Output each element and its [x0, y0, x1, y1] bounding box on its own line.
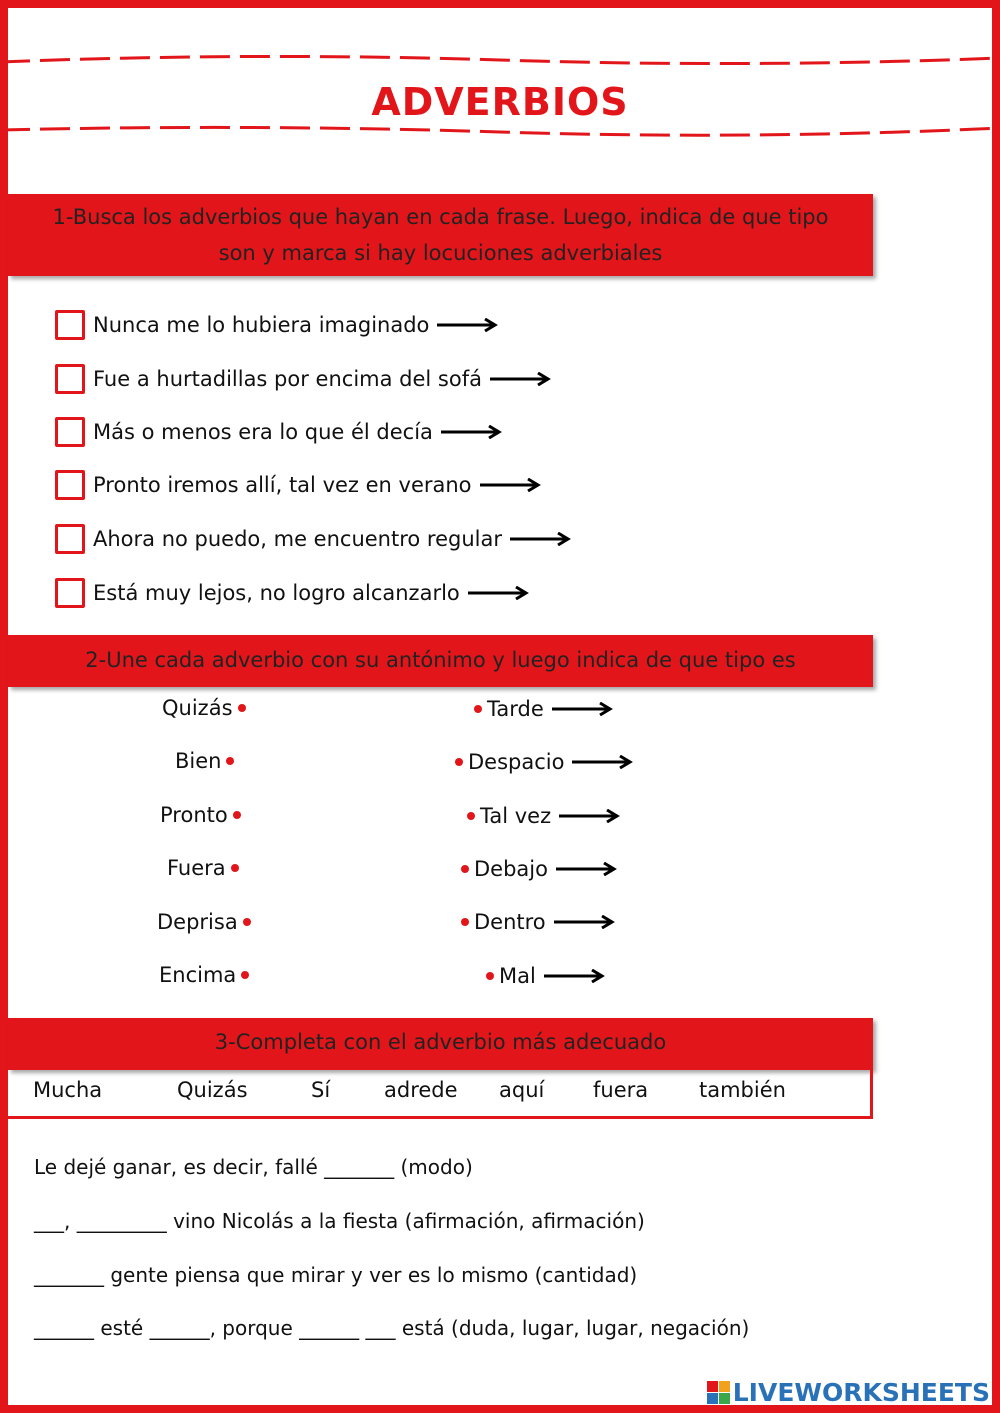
match-word: Despacio: [468, 750, 565, 774]
section-3-header: [8, 1018, 873, 1070]
exercise-1-item: [55, 308, 499, 342]
match-dot[interactable]: [474, 705, 482, 713]
logo-mark-icon: [707, 1381, 730, 1404]
arrow-right-icon: [556, 862, 618, 876]
match-dot[interactable]: [226, 757, 234, 765]
arrow-right-icon: [510, 532, 572, 546]
match-dot[interactable]: [455, 758, 463, 766]
match-dot[interactable]: [461, 865, 469, 873]
match-right-item: [461, 854, 618, 884]
section-1-instruction-line-2: son y marca si hay locuciones adverbiales: [218, 241, 663, 265]
locution-checkbox[interactable]: [55, 524, 85, 554]
arrow-right-icon: [490, 372, 552, 386]
fill-in-sentence[interactable]: _______ gente piensa que mirar y ver es lo mismo (cantidad): [34, 1263, 638, 1287]
fill-in-sentence[interactable]: Le dejé ganar, es decir, fallé _______ (modo): [34, 1155, 473, 1179]
match-word: Quizás: [162, 696, 233, 720]
match-dot[interactable]: [243, 918, 251, 926]
section-1-instruction-line-1: 1-Busca los adverbios que hayan en cada frase. Luego, indica de que tipo: [52, 205, 829, 229]
exercise-1-item: [55, 522, 572, 556]
sentence-text: Ahora no puedo, me encuentro regular: [93, 527, 502, 551]
match-left-item: [175, 746, 234, 776]
match-word: Dentro: [474, 910, 546, 934]
match-word: Tarde: [487, 697, 544, 721]
match-word: Fuera: [167, 856, 226, 880]
match-left-item: [160, 800, 241, 830]
match-left-item: [162, 693, 246, 723]
match-left-item: [157, 907, 251, 937]
match-dot[interactable]: [486, 972, 494, 980]
arrow-right-icon: [468, 586, 530, 600]
word-bank-item: Mucha: [33, 1078, 103, 1102]
fill-in-sentence[interactable]: ______ esté ______, porque ______ ___ está (duda, lugar, lugar, negación): [34, 1316, 750, 1340]
word-bank-item: adrede: [384, 1078, 458, 1102]
page-title: ADVERBIOS: [371, 80, 629, 124]
arrow-right-icon: [554, 915, 616, 929]
exercise-1-item: [55, 362, 552, 396]
match-dot[interactable]: [233, 811, 241, 819]
word-bank-item: aquí: [499, 1078, 545, 1102]
locution-checkbox[interactable]: [55, 364, 85, 394]
section-2-header: [8, 635, 873, 687]
match-dot[interactable]: [467, 812, 475, 820]
sentence-text: Está muy lejos, no logro alcanzarlo: [93, 581, 460, 605]
match-word: Deprisa: [157, 910, 238, 934]
exercise-1-item: [55, 576, 530, 610]
sentence-text: Nunca me lo hubiera imaginado: [93, 313, 430, 337]
locution-checkbox[interactable]: [55, 417, 85, 447]
match-word: Encima: [159, 963, 237, 987]
match-word: Pronto: [160, 803, 228, 827]
section-1-header: [8, 194, 873, 276]
match-left-item: [167, 853, 239, 883]
locution-checkbox[interactable]: [55, 310, 85, 340]
section-3-instruction: 3-Completa con el adverbio más adecuado: [214, 1030, 667, 1054]
fill-in-sentence[interactable]: ___, _________ vino Nicolás a la fiesta (afirmación, afirmación): [34, 1209, 645, 1233]
match-dot[interactable]: [461, 918, 469, 926]
match-left-item: [159, 960, 249, 990]
arrow-right-icon: [437, 318, 499, 332]
word-bank-item: fuera: [593, 1078, 649, 1102]
arrow-right-icon: [572, 755, 634, 769]
match-word: Tal vez: [480, 804, 552, 828]
sentence-text: Fue a hurtadillas por encima del sofá: [93, 367, 482, 391]
match-right-item: [461, 907, 616, 937]
sentence-text: Más o menos era lo que él decía: [93, 420, 433, 444]
arrow-right-icon: [480, 478, 542, 492]
match-word: Debajo: [474, 857, 548, 881]
match-dot[interactable]: [238, 704, 246, 712]
word-bank: [8, 1070, 873, 1119]
arrow-right-icon: [552, 702, 614, 716]
liveworksheets-logo: [707, 1378, 990, 1406]
match-dot[interactable]: [231, 864, 239, 872]
word-bank-item: Quizás: [177, 1078, 248, 1102]
sentence-text: Pronto iremos allí, tal vez en verano: [93, 473, 472, 497]
word-bank-item: Sí: [311, 1078, 331, 1102]
section-2-instruction: 2-Une cada adverbio con su antónimo y luego indica de que tipo es: [85, 648, 796, 672]
match-word: Bien: [175, 749, 222, 773]
word-bank-item: también: [699, 1078, 786, 1102]
match-word: Mal: [499, 964, 536, 988]
match-right-item: [486, 961, 606, 991]
match-right-item: [467, 801, 621, 831]
arrow-right-icon: [544, 969, 606, 983]
match-dot[interactable]: [241, 971, 249, 979]
exercise-1-item: [55, 415, 503, 449]
arrow-right-icon: [441, 425, 503, 439]
match-right-item: [455, 747, 634, 777]
exercise-1-item: [55, 468, 542, 502]
locution-checkbox[interactable]: [55, 578, 85, 608]
logo-text: LIVEWORKSHEETS: [732, 1377, 990, 1407]
locution-checkbox[interactable]: [55, 470, 85, 500]
arrow-right-icon: [559, 809, 621, 823]
match-right-item: [474, 694, 614, 724]
